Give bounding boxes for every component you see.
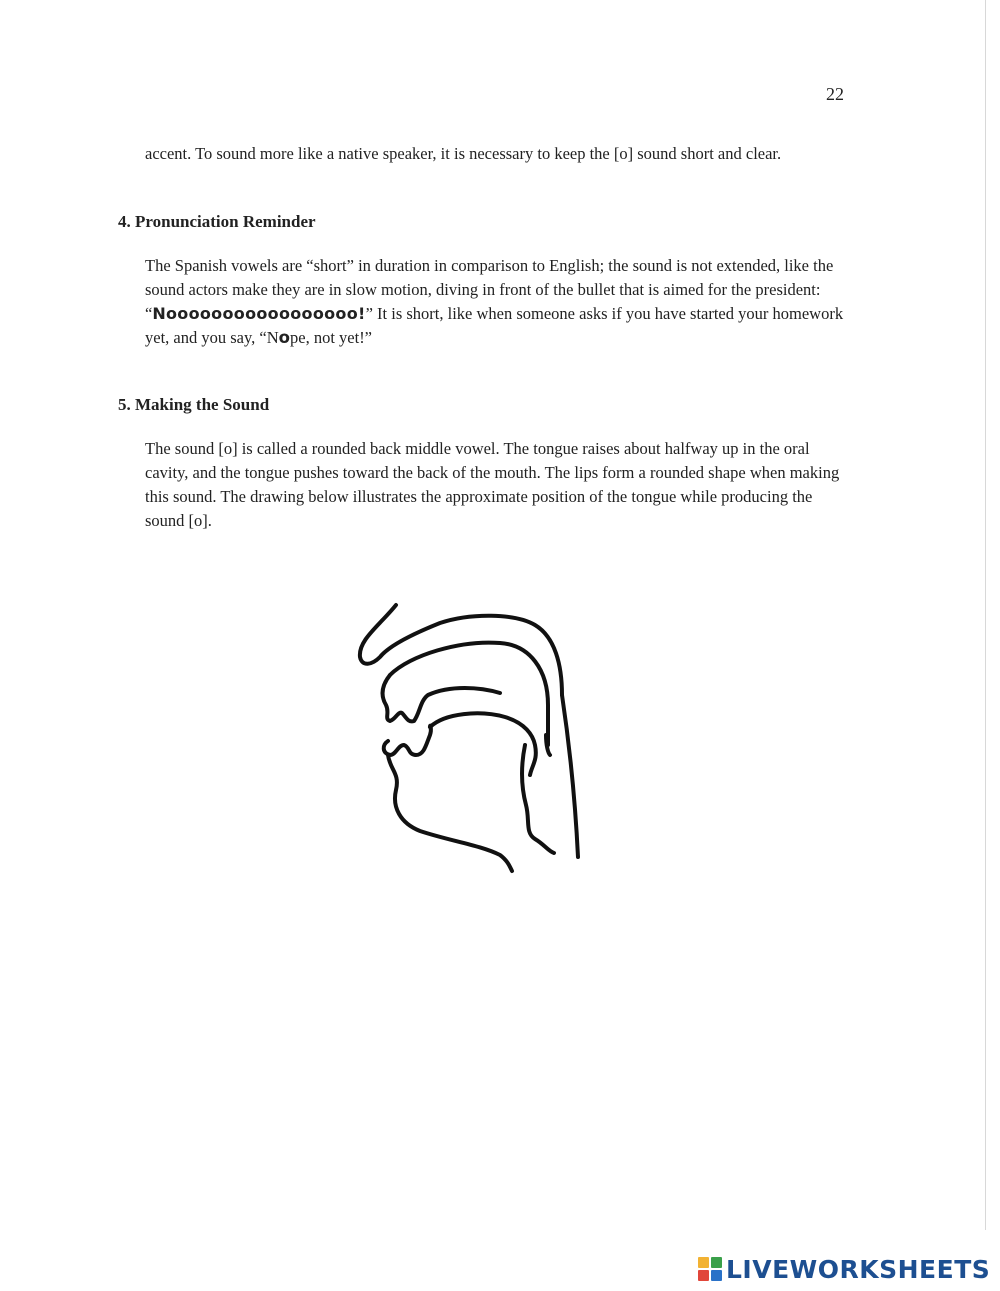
heading-making-the-sound: 5. Making the Sound	[118, 395, 270, 414]
reminder-text-middle: ” It is short, like when someone asks if you have started your homework yet, and you say, “N	[145, 304, 844, 347]
long-no-text: Nooooooooooooooooo!	[152, 304, 366, 323]
tongue-position-drawing	[350, 595, 590, 880]
logo-block-l	[698, 1257, 709, 1268]
logo-block-e	[711, 1270, 722, 1281]
logo-block-i	[711, 1257, 722, 1268]
heading-pronunciation-reminder: 4. Pronunciation Reminder	[118, 212, 316, 231]
page-edge	[985, 0, 986, 1230]
logo-block-v	[698, 1270, 709, 1281]
page-number: 22	[826, 84, 844, 104]
logo-blocks-icon	[698, 1257, 722, 1281]
liveworksheets-logo	[698, 1254, 990, 1284]
logo-text: LIVEWORKSHEETS	[726, 1254, 991, 1284]
intro-paragraph: accent. To sound more like a native speaker, it is necessary to keep the [o] sound short and clear.	[145, 144, 782, 163]
reminder-text-start: The Spanish vowels are “short” in duration in comparison to English; the sound is not extended, like the sound actors make they are in slow motion, diving in front of the bullet that is aimed for the president: “	[145, 256, 834, 323]
reminder-text-end: pe, not yet!”	[290, 328, 373, 347]
reminder-paragraph	[145, 254, 845, 350]
making-sound-paragraph: The sound [o] is called a rounded back middle vowel. The tongue raises about halfway up in the oral cavity, and the tongue pushes toward the back of the mouth. The lips form a rounded shape when making this sound. The drawing below illustrates the approximate position of the tongue while producing the sound [o].	[145, 439, 840, 530]
nope-o-letter: o	[278, 328, 290, 347]
